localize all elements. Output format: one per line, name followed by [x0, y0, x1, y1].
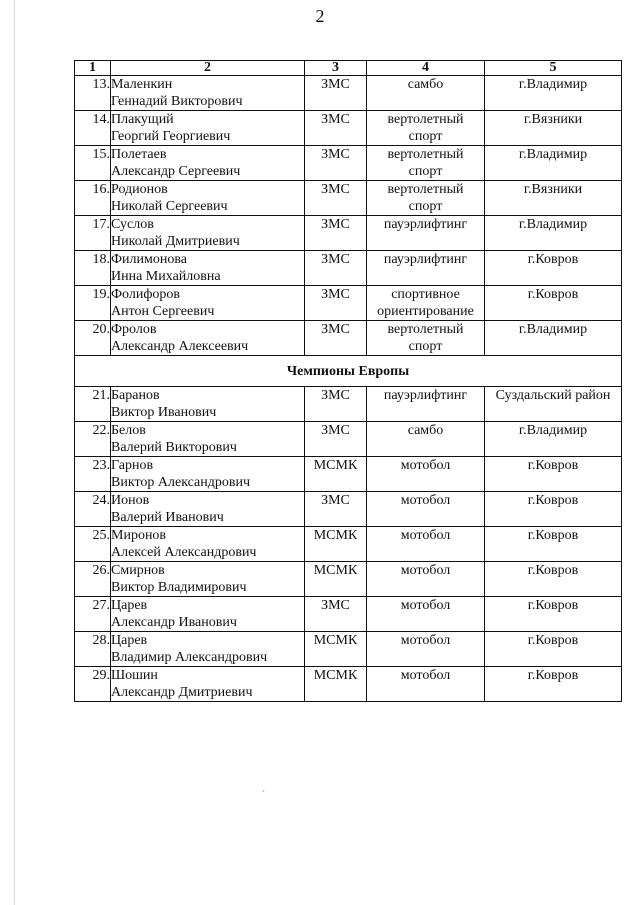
- sport-title: ЗМС: [305, 216, 367, 251]
- athlete-surname: Царев: [111, 598, 148, 613]
- athlete-city: г.Ковров: [485, 632, 622, 667]
- athlete-given-names: Валерий Иванович: [111, 510, 224, 525]
- sport-discipline-line: спорт: [408, 339, 443, 354]
- row-number: 21.: [75, 387, 111, 422]
- sport-discipline: [367, 597, 485, 632]
- sport-discipline: [367, 387, 485, 422]
- athlete-surname: Фролов: [111, 322, 157, 337]
- sport-discipline: [367, 527, 485, 562]
- row-number: 28.: [75, 632, 111, 667]
- athlete-surname: Плакущий: [111, 112, 174, 127]
- athlete-name-cell: [111, 76, 305, 111]
- table-row: [75, 492, 622, 527]
- sport-discipline: [367, 111, 485, 146]
- row-number: 25.: [75, 527, 111, 562]
- athlete-surname: Маленкин: [111, 77, 173, 92]
- row-number: 22.: [75, 422, 111, 457]
- sport-discipline: [367, 321, 485, 356]
- athlete-city: г.Ковров: [485, 527, 622, 562]
- table-row: [75, 216, 622, 251]
- athlete-given-names: Инна Михайловна: [111, 269, 221, 284]
- athlete-given-names: Виктор Александрович: [111, 475, 251, 490]
- table-row: [75, 321, 622, 356]
- sport-discipline-line: вертолетный: [387, 182, 464, 197]
- sport-discipline-line: пауэрлифтинг: [383, 252, 468, 267]
- athlete-given-names: Антон Сергеевич: [111, 304, 215, 319]
- sport-discipline: [367, 181, 485, 216]
- athlete-surname: Царев: [111, 633, 148, 648]
- athlete-name-cell: [111, 286, 305, 321]
- athlete-surname: Филимонова: [111, 252, 188, 267]
- table-row: [75, 251, 622, 286]
- athlete-city: г.Ковров: [485, 492, 622, 527]
- table-row: [75, 562, 622, 597]
- sport-title: ЗМС: [305, 422, 367, 457]
- athlete-name-cell: [111, 321, 305, 356]
- athlete-city: г.Владимир: [485, 216, 622, 251]
- header-row: [75, 61, 622, 76]
- row-number: 15.: [75, 146, 111, 181]
- athlete-given-names: Алексей Александрович: [111, 545, 257, 560]
- athlete-name-cell: [111, 457, 305, 492]
- athlete-surname: Родионов: [111, 182, 168, 197]
- athlete-city: г.Ковров: [485, 457, 622, 492]
- athlete-name-cell: [111, 667, 305, 702]
- athlete-name-cell: [111, 422, 305, 457]
- athlete-city: г.Владимир: [485, 321, 622, 356]
- athlete-surname: Ионов: [111, 493, 150, 508]
- sport-discipline-line: мотобол: [400, 493, 451, 508]
- athlete-surname: Полетаев: [111, 147, 167, 162]
- header-col-3: 3: [305, 61, 367, 76]
- sport-discipline-line: пауэрлифтинг: [383, 217, 468, 232]
- row-number: 16.: [75, 181, 111, 216]
- athlete-name-cell: [111, 632, 305, 667]
- athlete-given-names: Геннадий Викторович: [111, 94, 243, 109]
- athlete-name-cell: [111, 216, 305, 251]
- athlete-given-names: Александр Иванович: [111, 615, 237, 630]
- header-col-2: 2: [111, 61, 305, 76]
- athlete-given-names: Георгий Георгиевич: [111, 129, 231, 144]
- table-row: [75, 146, 622, 181]
- sport-title: МСМК: [305, 457, 367, 492]
- table-row: [75, 667, 622, 702]
- sport-discipline: [367, 492, 485, 527]
- row-number: 29.: [75, 667, 111, 702]
- athlete-given-names: Александр Сергеевич: [111, 164, 241, 179]
- sport-discipline: [367, 632, 485, 667]
- table-row: [75, 527, 622, 562]
- sport-title: МСМК: [305, 527, 367, 562]
- sport-discipline: [367, 216, 485, 251]
- sport-title: ЗМС: [305, 111, 367, 146]
- sport-discipline: [367, 667, 485, 702]
- athlete-city: г.Вязники: [485, 181, 622, 216]
- sport-title: ЗМС: [305, 251, 367, 286]
- sport-discipline-line: мотобол: [400, 598, 451, 613]
- sport-discipline: [367, 286, 485, 321]
- athlete-name-cell: [111, 492, 305, 527]
- page-number: 2: [315, 6, 325, 26]
- table-row: [75, 76, 622, 111]
- athlete-surname: Фолифоров: [111, 287, 181, 302]
- table-row: [75, 111, 622, 146]
- sport-title: МСМК: [305, 632, 367, 667]
- header-col-5: 5: [485, 61, 622, 76]
- sport-discipline-line: ориентирование: [377, 304, 474, 319]
- athlete-name-cell: [111, 146, 305, 181]
- row-number: 23.: [75, 457, 111, 492]
- sport-discipline-line: мотобол: [400, 633, 451, 648]
- athlete-city: г.Владимир: [485, 146, 622, 181]
- row-number: 19.: [75, 286, 111, 321]
- sport-discipline: [367, 422, 485, 457]
- sport-discipline: [367, 562, 485, 597]
- table-body: [75, 76, 622, 702]
- athlete-given-names: Виктор Владимирович: [111, 580, 247, 595]
- athlete-surname: Белов: [111, 423, 146, 438]
- section-heading: Чемпионы Европы: [75, 356, 622, 387]
- athlete-city: г.Вязники: [485, 111, 622, 146]
- sport-discipline: [367, 146, 485, 181]
- sport-discipline-line: вертолетный: [387, 322, 464, 337]
- sport-discipline-line: самбо: [407, 423, 444, 438]
- athlete-city: г.Ковров: [485, 562, 622, 597]
- table-row: [75, 632, 622, 667]
- row-number: 17.: [75, 216, 111, 251]
- header-col-4: 4: [367, 61, 485, 76]
- sport-discipline-line: мотобол: [400, 528, 451, 543]
- sport-title: ЗМС: [305, 286, 367, 321]
- athlete-surname: Баранов: [111, 388, 160, 403]
- sport-title: ЗМС: [305, 181, 367, 216]
- sport-discipline: [367, 76, 485, 111]
- sport-discipline-line: мотобол: [400, 458, 451, 473]
- sport-title: МСМК: [305, 562, 367, 597]
- athlete-surname: Шошин: [111, 668, 158, 683]
- stray-mark: `: [262, 789, 265, 799]
- sport-discipline-line: спорт: [408, 199, 443, 214]
- section-heading-row: [75, 356, 622, 387]
- row-number: 26.: [75, 562, 111, 597]
- sport-title: ЗМС: [305, 492, 367, 527]
- athlete-city: г.Ковров: [485, 251, 622, 286]
- row-number: 14.: [75, 111, 111, 146]
- table-row: [75, 597, 622, 632]
- sport-discipline: [367, 457, 485, 492]
- sport-discipline-line: спорт: [408, 164, 443, 179]
- athlete-city: г.Ковров: [485, 667, 622, 702]
- athlete-name-cell: [111, 251, 305, 286]
- athlete-surname: Смирнов: [111, 563, 165, 578]
- athlete-given-names: Александр Алексеевич: [111, 339, 249, 354]
- sport-title: ЗМС: [305, 76, 367, 111]
- athletes-table: [74, 60, 622, 702]
- sport-discipline-line: спорт: [408, 129, 443, 144]
- sport-title: МСМК: [305, 667, 367, 702]
- sport-discipline: [367, 251, 485, 286]
- athlete-given-names: Александр Дмитриевич: [111, 685, 253, 700]
- sport-discipline-line: мотобол: [400, 563, 451, 578]
- row-number: 13.: [75, 76, 111, 111]
- sport-discipline-line: самбо: [407, 77, 444, 92]
- row-number: 27.: [75, 597, 111, 632]
- athlete-given-names: Виктор Иванович: [111, 405, 217, 420]
- sport-discipline-line: вертолетный: [387, 147, 464, 162]
- sport-title: ЗМС: [305, 387, 367, 422]
- athlete-city: г.Владимир: [485, 422, 622, 457]
- scan-edge-line: [14, 0, 15, 905]
- sport-title: ЗМС: [305, 597, 367, 632]
- table-row: [75, 422, 622, 457]
- athlete-name-cell: [111, 562, 305, 597]
- athlete-given-names: Николай Дмитриевич: [111, 234, 240, 249]
- sport-discipline-line: мотобол: [400, 668, 451, 683]
- athlete-name-cell: [111, 527, 305, 562]
- athlete-name-cell: [111, 111, 305, 146]
- athlete-city: г.Ковров: [485, 286, 622, 321]
- header-col-1: 1: [75, 61, 111, 76]
- sport-discipline-line: вертолетный: [387, 112, 464, 127]
- row-number: 18.: [75, 251, 111, 286]
- row-number: 20.: [75, 321, 111, 356]
- athlete-name-cell: [111, 181, 305, 216]
- table-row: [75, 181, 622, 216]
- athlete-city: Суздальский район: [485, 387, 622, 422]
- athlete-surname: Гарнов: [111, 458, 154, 473]
- athlete-surname: Миронов: [111, 528, 167, 543]
- table-row: [75, 457, 622, 492]
- athlete-surname: Суслов: [111, 217, 154, 232]
- sport-discipline-line: спортивное: [391, 287, 460, 302]
- athlete-given-names: Владимир Александрович: [111, 650, 268, 665]
- sport-title: ЗМС: [305, 146, 367, 181]
- sport-title: ЗМС: [305, 321, 367, 356]
- sport-discipline-line: пауэрлифтинг: [383, 388, 468, 403]
- athlete-name-cell: [111, 597, 305, 632]
- row-number: 24.: [75, 492, 111, 527]
- athlete-city: г.Ковров: [485, 597, 622, 632]
- athlete-name-cell: [111, 387, 305, 422]
- table-row: [75, 286, 622, 321]
- table-row: [75, 387, 622, 422]
- athlete-given-names: Николай Сергеевич: [111, 199, 228, 214]
- athlete-given-names: Валерий Викторович: [111, 440, 237, 455]
- athlete-city: г.Владимир: [485, 76, 622, 111]
